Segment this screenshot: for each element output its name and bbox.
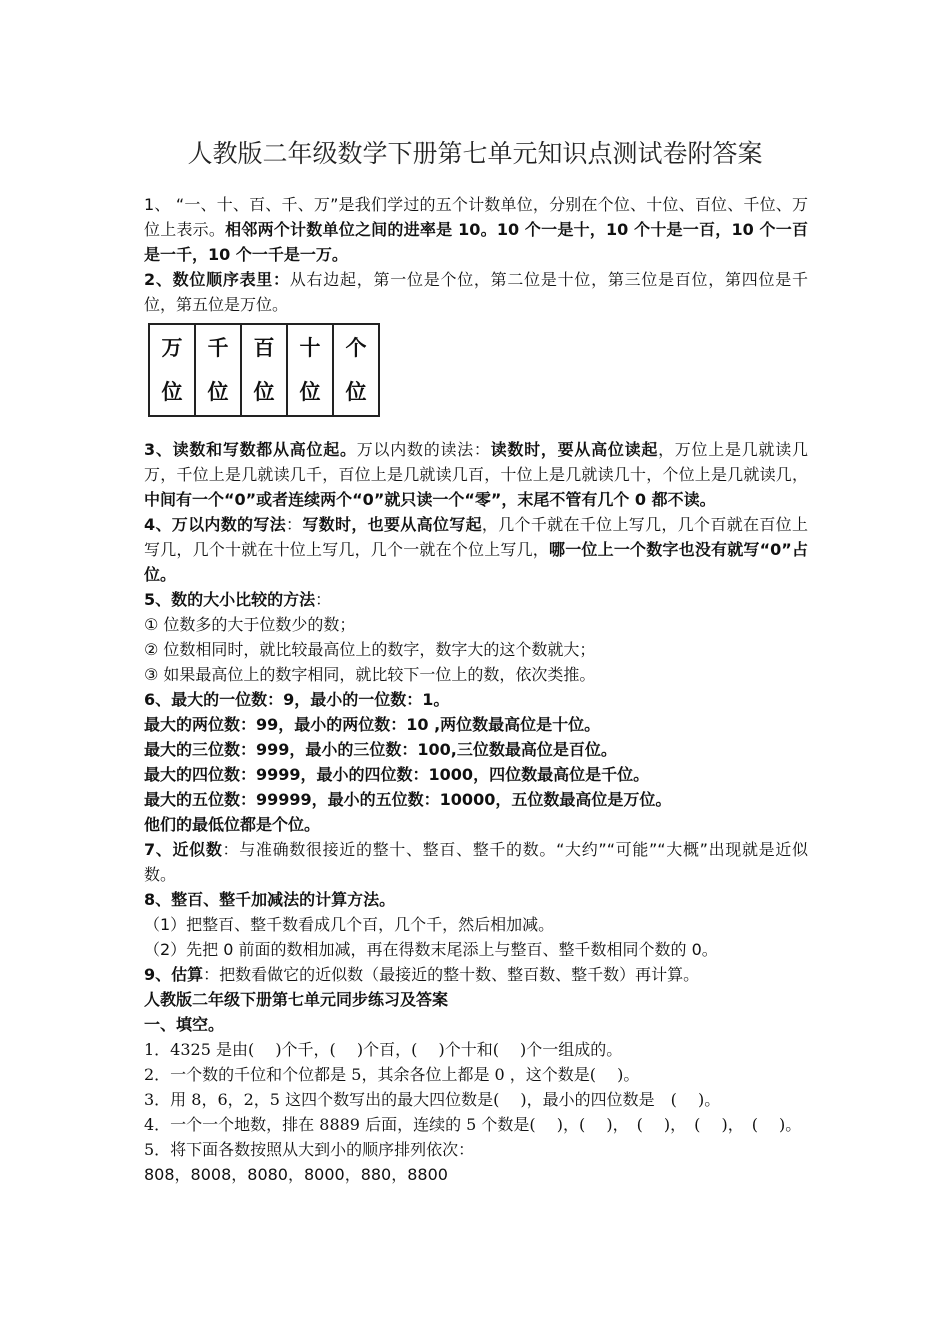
document-title: 人教版二年级数学下册第七单元知识点测试卷附答案 — [187, 139, 763, 168]
question-3: 3．用 8，6，2，5 这四个数写出的最大四位数是( )，最小的四位数是 ( )。 — [144, 1090, 721, 1109]
section-8-item-1: （1）把整百、整千数看成几个百，几个千，然后相加减。 — [144, 915, 555, 934]
question-1: 1．4325 是由( )个千，( )个百，( )个十和( )个一组成的。 — [144, 1040, 623, 1059]
place-value-table — [148, 323, 380, 417]
question-2: 2．一个数的千位和个位都是 5，其余各位上都是 0 ，这个数是( )。 — [144, 1065, 640, 1084]
section-3: 3、读数和写数都从高位起。万以内数的读法：读数时，要从高位读起，万位上是几就读几万，千位上是几就读几千，百位上是几就读几百，十位上是几就读几十，个位上是几就读几，中间有一个“0”或者连续两个“0”就只读一个“零”，末尾不管有几个 0 都不读。 — [144, 440, 808, 509]
compare-rule-3: ③ 如果最高位上的数字相同，就比较下一位上的数，依次类推。 — [144, 665, 596, 684]
section-6-line-4: 最大的四位数：9999，最小的四位数：1000，四位数最高位是千位。 — [144, 765, 650, 784]
section-7: 7、近似数：与准确数很接近的整十、整百、整千的数。“大约”“可能”“大概”出现就是近似数。 — [144, 840, 808, 884]
section-6-line-2: 最大的两位数：99，最小的两位数：10 ,两位数最高位是十位。 — [144, 715, 601, 734]
section-1-bold: 相邻两个计数单位之间的进率是 10。10 个一是十，10 个十是一百，10 个一百是一千，10 个一千是一万。 — [144, 220, 808, 264]
compare-rule-2: ② 位数相同时，就比较最高位上的数字，数字大的这个数就大； — [144, 640, 596, 659]
section-6-line-6: 他们的最低位都是个位。 — [144, 815, 321, 834]
question-4: 4．一个一个地数，排在 8889 后面，连续的 5 个数是( )，( )， ( )， ( )， ( )。 — [144, 1115, 802, 1134]
fill-in-heading: 一、填空。 — [144, 1015, 225, 1034]
place-cell-bai: 百 位 — [241, 324, 287, 416]
section-6-line-1: 6、最大的一位数：9，最小的一位数：1。 — [144, 690, 450, 709]
numbers-to-sort: 808，8008，8080，8000，880，8800 — [144, 1165, 448, 1184]
place-cell-wan: 万 位 — [149, 324, 195, 416]
section-5: 5、数的大小比较的方法： — [144, 590, 332, 609]
section-1 — [144, 192, 808, 267]
section-8-heading: 8、整百、整千加减法的计算方法。 — [144, 890, 396, 909]
place-cell-shi: 十 位 — [287, 324, 333, 416]
section-4: 4、万以内数的写法：写数时，也要从高位写起，几个千就在千位上写几，几个百就在百位上写几，几个十就在十位上写几，几个一就在个位上写几，哪一位上一个数字也没有就写“0”占位。 — [144, 515, 808, 584]
section-2 — [144, 267, 808, 317]
question-5: 5．将下面各数按照从大到小的顺序排列依次： — [144, 1140, 475, 1159]
section-6-line-5: 最大的五位数：99999，最小的五位数：10000，五位数最高位是万位。 — [144, 790, 672, 809]
section-9: 9、估算：把数看做它的近似数（最接近的整十数、整百数、整千数）再计算。 — [144, 965, 700, 984]
section-8-item-2: （2）先把 0 前面的数相加减，再在得数末尾添上与整百、整千数相同个数的 0。 — [144, 940, 718, 959]
section-6-line-3: 最大的三位数：999，最小的三位数：100,三位数最高位是百位。 — [144, 740, 617, 759]
place-cell-qian: 千 位 — [195, 324, 241, 416]
compare-rule-1: ① 位数多的大于位数少的数； — [144, 615, 356, 634]
place-cell-ge: 个 位 — [333, 324, 379, 416]
practice-title: 人教版二年级下册第七单元同步练习及答案 — [144, 990, 449, 1009]
section-1-text: 1、 “一、十、百、千、万”是我们学过的五个计数单位，分别在个位、十位、百位、千位、万位上表示。 — [144, 195, 808, 239]
section-2-heading: 2、数位顺序表里： — [144, 270, 290, 289]
section-2-text: 从右边起，第一位是个位，第二位是十位，第三位是百位，第四位是千位，第五位是万位。 — [144, 270, 808, 314]
document-body — [144, 192, 808, 1187]
